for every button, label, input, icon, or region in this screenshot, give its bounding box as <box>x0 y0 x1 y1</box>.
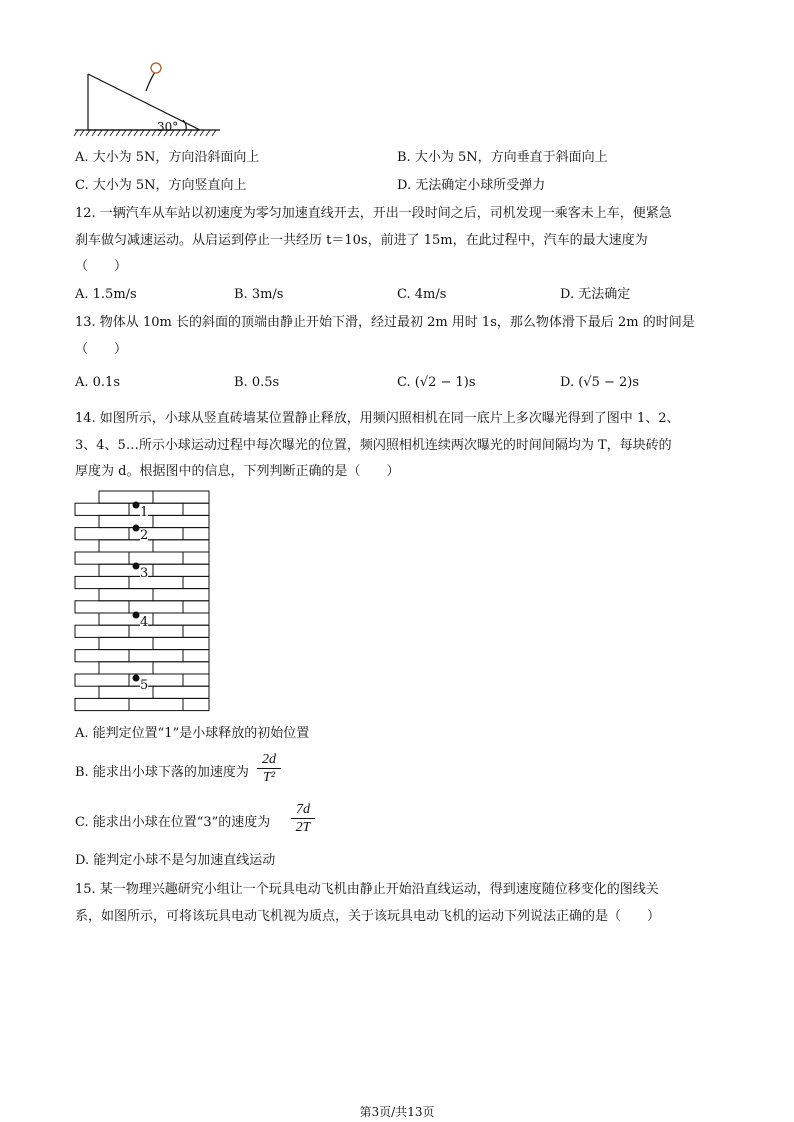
brick-row <box>75 650 209 662</box>
brick-row <box>75 698 209 710</box>
q11-option-c: C. 大小为 5N，方向竖直向上 <box>75 178 247 193</box>
q13-option-c: C. (√2 − 1)s <box>397 375 476 390</box>
ball-label-5: 5 <box>140 678 149 693</box>
ball-position-4 <box>133 612 140 619</box>
q15-line2: 系，如图所示，可将该玩具电动飞机视为质点，关于该玩具电动飞机的运动下列说法正确的是（ ） <box>75 909 661 924</box>
q14-line2: 3、4、5…所示小球运动过程中每次曝光的位置，频闪照相机连续两次曝光的时间间隔均为 T，每块砖的 <box>75 438 672 453</box>
q12-line2: 刹车做匀减速运动。从启运到停止一共经历 t＝10s，前进了 15m，在此过程中，汽车的最大速度为 <box>75 233 648 248</box>
ball-label-4: 4 <box>140 615 149 630</box>
q14-option-c: C. 能求出小球在位置“3”的速度为 <box>75 815 271 830</box>
fraction-c-den: 2T <box>295 820 311 835</box>
ball-position-2 <box>133 525 140 532</box>
q11-option-d: D. 无法确定小球所受弹力 <box>397 178 546 193</box>
q13-option-d: D. (√5 − 2)s <box>560 375 640 390</box>
fraction-c-num: 7d <box>296 802 310 817</box>
q12-option-a: A. 1.5m/s <box>75 287 137 302</box>
brick-row <box>99 637 209 649</box>
brick-row <box>99 564 209 576</box>
q11-option-b: B. 大小为 5N，方向垂直于斜面向上 <box>397 150 608 165</box>
q14-option-a: A. 能判定位置“1”是小球释放的初始位置 <box>75 726 310 741</box>
q13-option-b: B. 0.5s <box>234 375 280 390</box>
fraction-b <box>257 752 281 785</box>
fraction-c <box>291 802 315 835</box>
brick-row <box>99 491 209 503</box>
q14-line3: 厚度为 d。根据图中的信息，下列判断正确的是（ ） <box>75 464 400 479</box>
q12-option-b: B. 3m/s <box>234 287 284 302</box>
q13-line1: 13. 物体从 10m 长的斜面的顶端由静止开始下滑，经过最初 2m 用时 1s，那么物体滑下最后 2m 的时间是 <box>75 315 695 330</box>
q12-line1: 12. 一辆汽车从车站以初速度为零匀加速直线开去，开出一段时间之后，司机发现一乘客未上车，便紧急 <box>75 206 672 221</box>
brick-row <box>75 601 209 613</box>
q12-line3: （ ） <box>75 259 128 274</box>
q14-option-d: D. 能判定小球不是匀加速直线运动 <box>75 853 276 868</box>
brick-row <box>99 515 209 527</box>
q14-option-b: B. 能求出小球下落的加速度为 <box>75 765 249 780</box>
ball-position-5 <box>133 675 140 682</box>
q15-line1: 15. 某一物理兴趣研究小组让一个玩具电动飞机由静止开始沿直线运动，得到速度随位移变化的图线关 <box>75 882 659 897</box>
angle-label: 30° <box>157 120 179 134</box>
ball-position-3 <box>133 563 140 570</box>
fraction-b-den: T² <box>263 770 275 785</box>
brick-row <box>99 662 209 674</box>
ball-label-3: 3 <box>140 566 149 581</box>
brick-row <box>75 552 209 564</box>
ball-label-2: 2 <box>140 528 149 543</box>
q13-line2: （ ） <box>75 342 128 357</box>
q11-option-a: A. 大小为 5N，方向沿斜面向上 <box>75 150 260 165</box>
q12-option-d: D. 无法确定 <box>560 287 631 302</box>
q13-option-a: A. 0.1s <box>75 375 120 390</box>
brick-row <box>99 589 209 601</box>
ball-label-1: 1 <box>140 505 149 520</box>
ball-position-1 <box>133 502 140 509</box>
q14-line1: 14. 如图所示，小球从竖直砖墙某位置静止释放，用频闪照相机在同一底片上多次曝光得到了图中 1、2、 <box>75 411 680 426</box>
brick-row <box>99 540 209 552</box>
q12-option-c: C. 4m/s <box>397 287 447 302</box>
brick-row <box>99 686 209 698</box>
page-footer: 第3页/共13页 <box>359 1105 435 1119</box>
brick-row <box>99 613 209 625</box>
fraction-b-num: 2d <box>262 752 276 767</box>
